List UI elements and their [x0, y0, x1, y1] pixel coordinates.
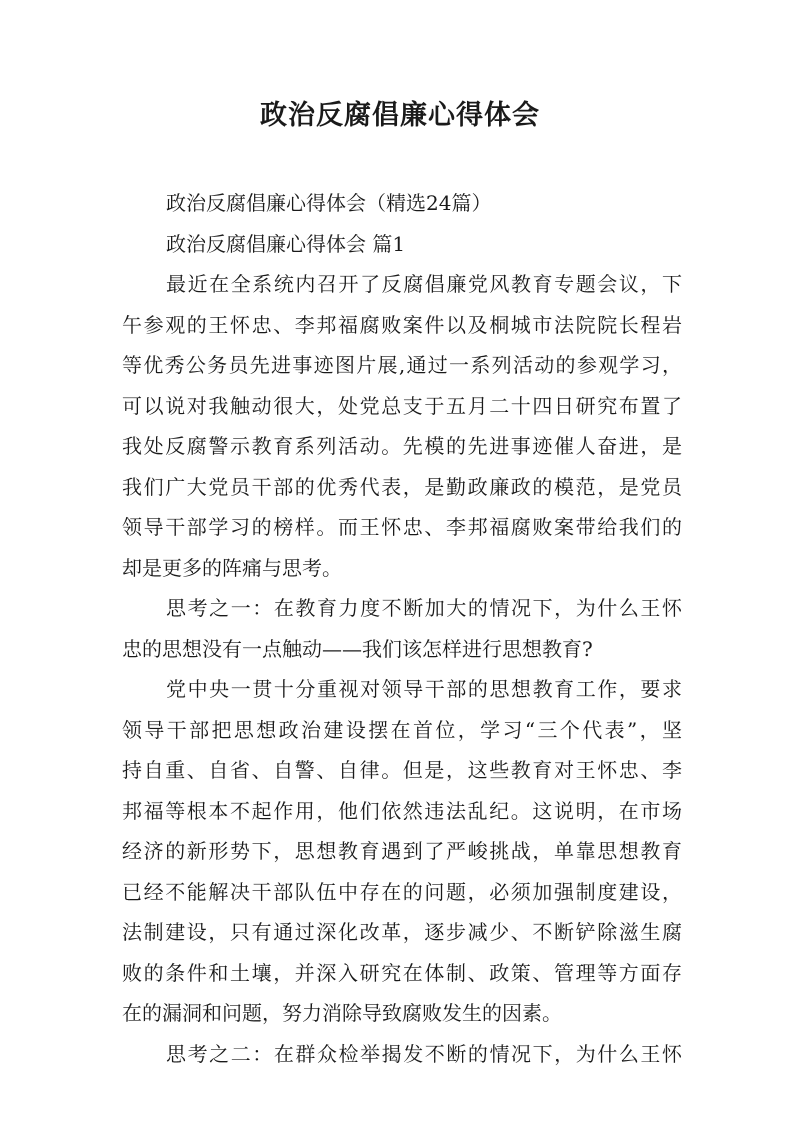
paragraph-line: 我处反腐警示教育系列活动。先模的先进事迹催人奋进，是: [122, 434, 682, 458]
paragraph-line: 等优秀公务员先进事迹图片展,通过一系列活动的参观学习，: [122, 353, 682, 377]
paragraph-line: 忠的思想没有一点触动——我们该怎样进行思想教育?: [122, 636, 593, 661]
paragraph-line: 我们广大党员干部的优秀代表，是勤政廉政的模范，是党员: [122, 474, 682, 499]
section-heading: 政治反腐倡廉心得体会 篇1: [166, 231, 406, 256]
paragraph-line: 领导干部把思想政治建设摆在首位，学习“三个代表”，坚: [122, 717, 682, 742]
paragraph-line: 败的条件和土壤，并深入研究在体制、政策、管理等方面存: [122, 960, 682, 985]
document-subtitle: 政治反腐倡廉心得体会（精选24篇）: [166, 191, 492, 215]
paragraph-line: 思考之一：在教育力度不断加大的情况下，为什么王怀: [166, 596, 682, 620]
paragraph-line: 经济的新形势下，思想教育遇到了严峻挑战，单靠思想教育: [122, 839, 682, 863]
paragraph-line: 午参观的王怀忠、李邦福腐败案件以及桐城市法院院长程岩: [122, 312, 682, 337]
paragraph-line: 法制建设，只有通过深化改革，逐步减少、不断铲除滋生腐: [122, 920, 682, 944]
paragraph-line: 却是更多的阵痛与思考。: [122, 555, 342, 580]
paragraph-line: 思考之二：在群众检举揭发不断的情况下，为什么王怀: [166, 1041, 682, 1066]
paragraph-line: 领导干部学习的榜样。而王怀忠、李邦福腐败案带给我们的: [122, 515, 682, 539]
paragraph-line: 已经不能解决干部队伍中存在的问题，必须加强制度建设，: [122, 879, 682, 904]
paragraph-line: 持自重、自省、自警、自律。但是，这些教育对王怀忠、李: [122, 758, 682, 782]
paragraph-line: 邦福等根本不起作用，他们依然违法乱纪。这说明，在市场: [122, 798, 682, 823]
paragraph-line: 最近在全系统内召开了反腐倡廉党风教育专题会议，下: [166, 272, 682, 296]
document-title: 政治反腐倡廉心得体会: [260, 100, 540, 131]
paragraph-line: 党中央一贯十分重视对领导干部的思想教育工作，要求: [166, 677, 682, 701]
document-body: [122, 183, 682, 1074]
paragraph-line: 可以说对我触动很大，处党总支于五月二十四日研究布置了: [122, 393, 682, 418]
paragraph-line: 在的漏洞和问题，努力消除导致腐败发生的因素。: [122, 1001, 562, 1025]
